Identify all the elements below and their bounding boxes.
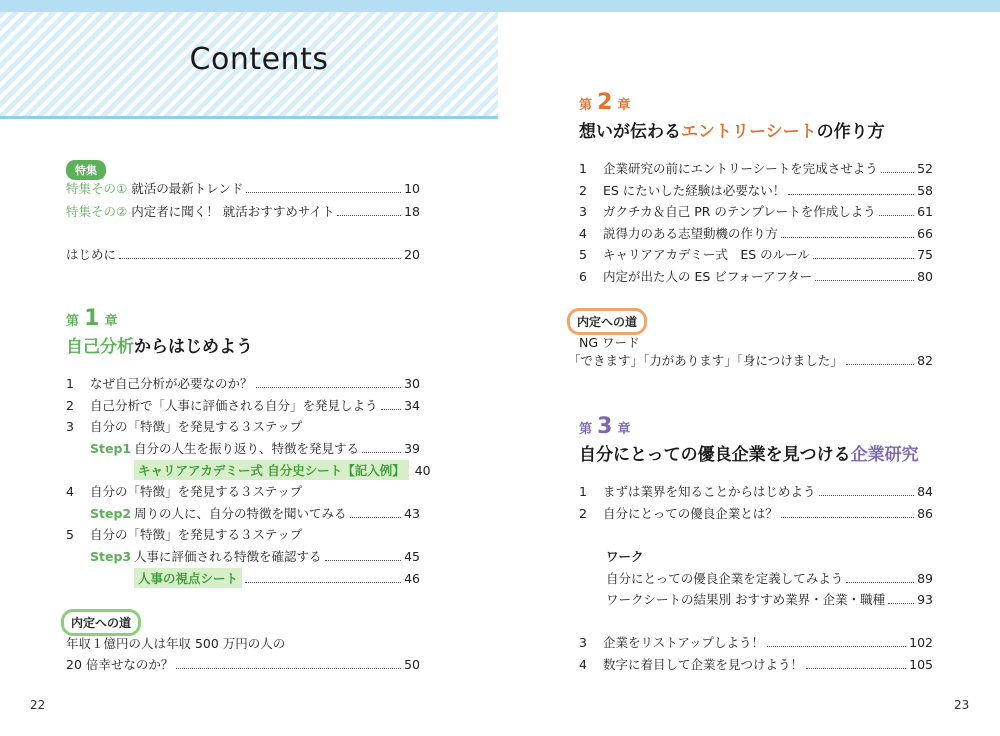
item-number: 5 [579,246,587,262]
chapter-2-heading [579,90,631,115]
leader-dots [246,192,401,193]
item-number: 5 [66,526,74,542]
leader-dots [888,603,914,604]
toc-label: はじめに [66,247,117,262]
chapter-2-title [579,117,885,142]
page-ref: 10 [404,180,420,196]
toc-label: ガクチカ＆自己 PR のテンプレートを作成しよう [603,204,876,219]
toc-label: 数字に着目して企業を見つけよう！ [603,657,804,672]
road-to-offer-badge: 内定への道 [61,609,141,636]
item-number: 1 [579,160,587,176]
page-ref: 89 [917,570,933,586]
toc-entry[interactable] [579,266,933,286]
chapter-prefix: 第 [66,314,80,329]
page-ref: 66 [917,225,933,241]
page-ref: 61 [917,203,933,219]
item-number: 4 [66,483,74,499]
road-to-offer-line1: 年収１億円の人は年収 500 万円の人の [66,636,286,651]
item-number: 3 [579,634,587,650]
special-prefix: 特集その① [66,181,128,196]
toc-label: 自分にとっての優良企業とは？ [603,506,778,521]
chapter-prefix: 第 [579,98,593,113]
chapter-title-rest: からはじめよう [134,337,253,357]
toc-entry-sheet[interactable] [134,460,431,480]
leader-dots [846,364,914,365]
toc-entry-sheet[interactable] [134,568,420,588]
toc-entry-step[interactable] [90,438,420,458]
leader-dots [245,582,401,583]
page-ref: 40 [414,462,431,478]
chapter-title-part: 想いが伝わる [579,122,681,142]
special-badge: 特集 [66,160,106,180]
item-number: 2 [579,182,587,198]
page-ref: 20 [404,246,420,262]
road-to-offer-badge: 内定への道 [567,308,647,335]
page-ref: 80 [917,268,933,284]
toc-label: 自己分析で「人事に評価される自分」を発見しよう [90,398,378,413]
chapter-suffix: 章 [617,98,631,113]
page-ref: 50 [404,656,420,672]
toc-label: ワークシートの結果別 おすすめ業界・企業・職種 [606,592,886,607]
leader-dots [781,517,914,518]
top-color-bar [0,0,1000,12]
toc-label: 自分の「特徴」を発見する３ステップ [90,419,303,434]
toc-label: 内定者に聞く！ 就活おすすめサイト [131,204,335,219]
toc-entry[interactable] [579,244,933,264]
leader-dots [350,517,402,518]
page-ref: 86 [917,505,933,521]
page-ref: 82 [917,352,933,368]
leader-dots [815,280,914,281]
page-ref: 46 [404,570,420,586]
toc-entry[interactable] [579,201,933,221]
toc-entry[interactable] [66,481,420,501]
leader-dots [881,172,914,173]
page-number-left: 22 [30,698,46,712]
toc-entry[interactable] [579,481,933,501]
toc-entry-intro[interactable] [66,244,420,264]
item-number: 1 [579,483,587,499]
page-ref: 34 [404,397,420,413]
toc-label: 自分の「特徴」を発見する３ステップ [90,484,303,499]
page-number-right: 23 [954,698,970,712]
toc-label: 周りの人に、自分の特徴を聞いてみる [134,506,347,521]
chapter-title-highlight: 企業研究 [850,445,919,465]
toc-label: 企業をリストアップしよう！ [603,635,765,650]
chapter-title-part: 自分にとっての優良企業を見つける [579,445,851,465]
toc-entry-road[interactable] [568,350,933,370]
toc-label: 20 倍幸せなのか？ [66,657,174,672]
toc-entry-work[interactable] [606,568,933,588]
chapter-title-highlight: エントリーシート [681,122,817,142]
sheet-highlight-label: キャリアアカデミー式 自分史シート【記入例】 [134,460,409,480]
page-ref: 43 [404,505,420,521]
toc-entry-work[interactable] [606,589,933,609]
page-ref: 102 [909,634,933,650]
toc-entry[interactable] [66,416,420,436]
toc-entry-special-1[interactable] [66,178,420,198]
toc-label: 人事に評価される特徴を確認する [134,549,322,564]
page-ref: 30 [404,375,420,391]
page-ref: 75 [917,246,933,262]
toc-label: キャリアアカデミー式 ES のルール [603,247,810,262]
chapter-3-heading [579,414,631,439]
leader-dots [813,258,914,259]
page-ref: 18 [404,203,420,219]
toc-entry[interactable] [579,503,933,523]
chapter-title-highlight: 自己分析 [66,337,134,357]
page-ref: 52 [917,160,933,176]
chapter-3-title [579,440,919,465]
leader-dots [381,409,402,410]
road-to-offer-line1: NG ワード [579,335,640,350]
item-number: 4 [579,225,587,241]
sheet-highlight-label: 人事の視点シート [134,568,242,588]
leader-dots [256,387,402,388]
toc-label: 自分にとっての優良企業を定義してみよう [606,571,844,586]
leader-dots [767,646,906,647]
title-underline [0,116,498,119]
chapter-suffix: 章 [617,422,631,437]
work-heading: ワーク [606,549,644,564]
contents-title: Contents [189,42,329,77]
toc-label: 自分の人生を振り返り、特徴を発見する [134,441,360,456]
leader-dots [819,495,915,496]
toc-entry[interactable] [66,395,420,415]
chapter-1-heading [66,306,118,331]
special-prefix: 特集その② [66,204,128,219]
item-number: 3 [66,418,74,434]
leader-dots [806,668,906,669]
toc-entry[interactable] [579,180,933,200]
chapter-number: 2 [597,90,613,115]
toc-entry-step[interactable] [90,546,420,566]
chapter-suffix: 章 [104,314,118,329]
toc-entry[interactable] [579,158,933,178]
leader-dots [325,560,402,561]
toc-entry-step[interactable] [90,503,420,523]
item-number: 6 [579,268,587,284]
toc-label: 自分の「特徴」を発見する３ステップ [90,527,303,542]
step-label: Step3 [90,548,132,564]
leader-dots [781,237,914,238]
toc-label: ES にたいした経験は必要ない！ [603,183,786,198]
leader-dots [337,215,401,216]
leader-dots [119,258,401,259]
page-ref: 58 [917,182,933,198]
toc-label: 企業研究の前にエントリーシートを完成させよう [603,161,878,176]
toc-entry[interactable] [66,524,420,544]
toc-label: なぜ自己分析が必要なのか？ [90,376,253,391]
step-label: Step1 [90,440,132,456]
step-label: Step2 [90,505,132,521]
page-ref: 39 [404,440,420,456]
leader-dots [879,215,914,216]
leader-dots [788,194,914,195]
toc-entry[interactable] [66,373,420,393]
toc-entry-road[interactable] [66,654,420,674]
page-ref: 84 [917,483,933,499]
page-ref: 105 [909,656,933,672]
leader-dots [362,452,401,453]
chapter-title-part: の作り方 [816,122,885,142]
page-ref: 93 [917,591,933,607]
page-ref: 45 [404,548,420,564]
leader-dots [176,668,401,669]
toc-label: まずは業界を知ることからはじめよう [603,484,816,499]
item-number: 1 [66,375,74,391]
toc-entry[interactable] [579,654,933,674]
toc-label: 就活の最新トレンド [131,181,244,196]
leader-dots [846,582,914,583]
chapter-number: 1 [84,306,100,331]
toc-label: 「できます」「力があります」「身につけました」 [568,353,843,368]
item-number: 2 [66,397,74,413]
toc-entry[interactable] [579,223,933,243]
chapter-number: 3 [597,414,613,439]
chapter-prefix: 第 [579,422,593,437]
toc-entry[interactable] [579,632,933,652]
item-number: 3 [579,203,587,219]
toc-label: 内定が出た人の ES ビフォーアフター [603,269,813,284]
toc-label: 説得力のある志望動機の作り方 [603,226,779,241]
item-number: 2 [579,505,587,521]
item-number: 4 [579,656,587,672]
toc-entry-special-2[interactable] [66,201,420,221]
chapter-1-title [66,332,253,357]
